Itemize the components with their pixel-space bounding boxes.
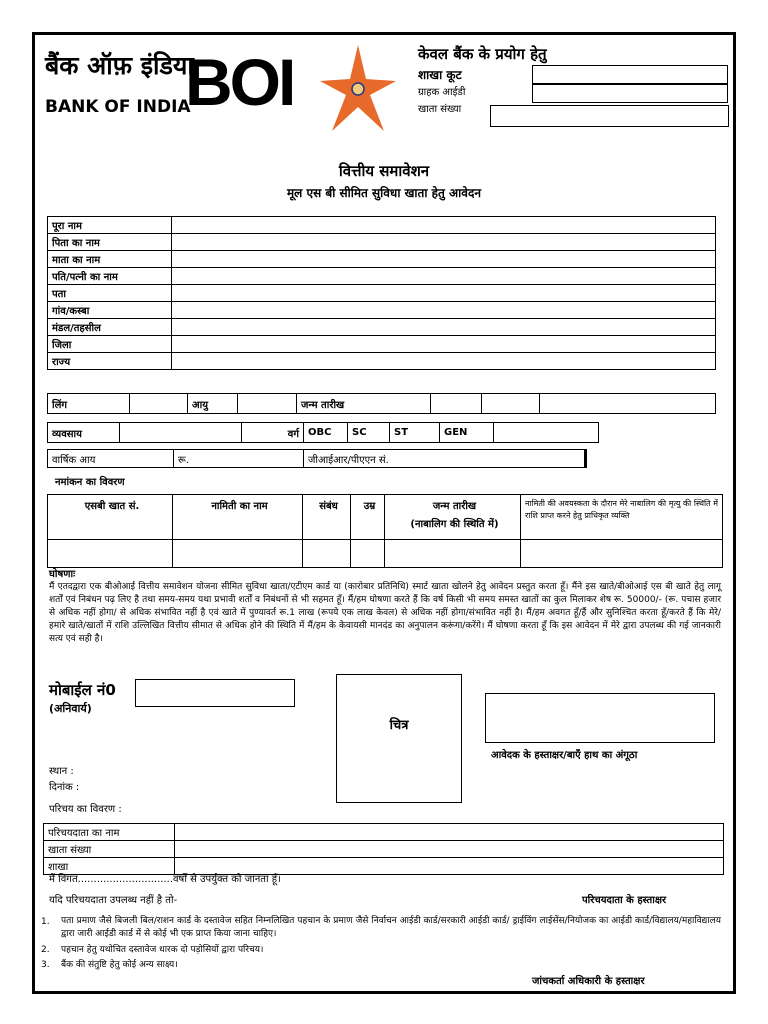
introducer-account-label: खाता संख्या xyxy=(44,841,175,858)
district-field[interactable] xyxy=(172,336,716,353)
application-form xyxy=(32,32,736,994)
mobile-field[interactable] xyxy=(135,679,295,707)
note-number: 1. xyxy=(41,917,50,927)
nominee-account-header: एसबी खात सं. xyxy=(48,495,173,540)
table-row xyxy=(48,336,716,353)
photo-box[interactable] xyxy=(336,674,462,803)
gender-label: लिंग xyxy=(48,394,130,414)
nominee-dob-header-line2: (नाबालिग की स्थिति में) xyxy=(410,519,499,530)
verifier-signature-label: जांचकर्ता अधिकारी के हस्ताक्षर xyxy=(532,976,645,987)
income-row xyxy=(47,449,587,468)
table-row xyxy=(48,319,716,336)
father-name-label: पिता का नाम xyxy=(48,234,172,251)
introducer-branch-field[interactable] xyxy=(175,858,724,875)
account-number-label: खाता संख्या xyxy=(418,104,462,115)
dob-field-2[interactable] xyxy=(482,394,540,414)
state-field[interactable] xyxy=(172,353,716,370)
mobile-mandatory-note: (अनिवार्य) xyxy=(49,702,92,715)
tehsil-label: मंडल/तहसील xyxy=(48,319,172,336)
introducer-unavailable-note: यदि परिचयदाता उपलब्ध नहीं है तो- xyxy=(49,895,178,906)
declaration-text: मैं एतदद्वारा एक बीओआई वित्तीय समावेशन योजना सीमित सुविधा खाता/एटीएम कार्ड या (कारोबार प्रतिनिधि) स्मार्ट खाता खोलने हेतु आवेदन प्रस्तुत करता हूँ। मैंने इस खाते/बीओआई एस बी खाते हेतु लागू शर्तों एवं निबंधन पढ़ लिए है तथा समय-समय यथा प्रभावी शर्तों व निबंधनों से भी सहमत हूँ। मैं/हम घोषणा करते हैं कि वर्ष किसी भी समय समस्त खातों का कुल मिलाकर शेष रू. 50000/- (रू. पचास हजार से अधिक नहीं होगा/ से अधिक संभावित नहीं है एवं खाते में पुण्यावर्त रू.1 लाख (रूपये एक लाख केवल) से अधिक नहीं होगा/संभावित नहीं है। मैं/हम अवगत हूँ/हैं और सुनिश्चित करता हूँ/करते हैं कि मेरे/ हमारे खाते/खातों में राशि उल्लिखित वित्तीय सीमात से अधिक होने की स्थिति में मैं/हम के केवायसी मानदंड का अनुपालन करूंगा/करेंगे। मैं घोषणा करता हूँ कि इस आवेदन में मेरे द्वारा उपलब्ध की गई जानकारी सत्य एवं सही है। xyxy=(49,582,721,644)
gender-field[interactable] xyxy=(130,394,188,414)
note-number: 2. xyxy=(41,945,50,955)
table-row xyxy=(44,858,724,875)
tehsil-field[interactable] xyxy=(172,319,716,336)
table-row xyxy=(48,285,716,302)
star-logo-icon xyxy=(318,43,398,133)
occupation-field[interactable] xyxy=(120,423,242,443)
table-row xyxy=(48,251,716,268)
photo-label: चित्र xyxy=(389,718,409,733)
address-label: पता xyxy=(48,285,172,302)
st-option[interactable]: ST xyxy=(390,423,440,443)
nominee-dob-header xyxy=(385,495,521,540)
applicant-signature-label: आवेदक के हस्ताक्षर/बाएँ हाथ का अंगूठा xyxy=(491,750,638,761)
introducer-signature-label: परिचयदाता के हस्ताक्षर xyxy=(582,895,667,906)
income-field[interactable]: रू. xyxy=(174,450,304,468)
form-title: वित्तीय समावेशन xyxy=(338,162,430,180)
table-row xyxy=(48,353,716,370)
dob-label: जन्म तारीख xyxy=(297,394,431,414)
note-number: 3. xyxy=(41,960,50,970)
dob-field-1[interactable] xyxy=(431,394,482,414)
table-row xyxy=(48,302,716,319)
signature-box[interactable] xyxy=(485,693,715,743)
nominee-relation-header: संबंध xyxy=(303,495,351,540)
state-label: राज्य xyxy=(48,353,172,370)
obc-option[interactable]: OBC xyxy=(304,423,348,443)
nominee-age-field[interactable] xyxy=(351,540,385,568)
category-label: वर्ग xyxy=(242,423,304,443)
gir-pan-field[interactable]: जीआईआर/पीएएन सं. xyxy=(304,450,586,468)
bank-name-english: BANK OF INDIA xyxy=(45,97,191,117)
table-row xyxy=(48,234,716,251)
spouse-name-field[interactable] xyxy=(172,268,716,285)
mother-name-field[interactable] xyxy=(172,251,716,268)
address-field[interactable] xyxy=(172,285,716,302)
introducer-account-field[interactable] xyxy=(175,841,724,858)
full-name-label: पूरा नाम xyxy=(48,217,172,234)
customer-id-label: ग्राहक आईडी xyxy=(418,87,466,98)
father-name-field[interactable] xyxy=(172,234,716,251)
date-label: दिनांक : xyxy=(49,782,80,793)
full-name-field[interactable] xyxy=(172,217,716,234)
branch-code-field[interactable] xyxy=(532,65,728,84)
introducer-name-label: परिचयदाता का नाम xyxy=(44,824,175,841)
nominee-dob-header-line1: जन्म तारीख xyxy=(432,501,477,512)
introducer-table xyxy=(43,823,724,875)
sc-option[interactable]: SC xyxy=(348,423,390,443)
logo-text: BOI xyxy=(185,45,294,119)
district-label: जिला xyxy=(48,336,172,353)
bank-name-hindi: बैंक ऑफ़ इंडिया xyxy=(45,51,194,80)
account-number-field[interactable] xyxy=(490,105,729,127)
occupation-label: व्यवसाय xyxy=(48,423,120,443)
customer-id-field[interactable] xyxy=(532,84,728,103)
nomination-table xyxy=(47,494,723,568)
guardian-header: नामिती की अवयस्कता के दौरान मेरे नाबालिग की मृत्यु की स्थिति में राशि प्राप्त करने हेतु प्राधिकृत व्यक्ति xyxy=(521,495,723,540)
declaration-heading: घोषणाः xyxy=(49,569,76,580)
mother-name-label: माता का नाम xyxy=(48,251,172,268)
table-row xyxy=(48,540,723,568)
table-row xyxy=(48,217,716,234)
branch-code-label: शाखा कूट xyxy=(418,68,462,82)
table-row xyxy=(44,824,724,841)
nominee-relation-field[interactable] xyxy=(303,540,351,568)
place-label: स्थान : xyxy=(49,766,74,777)
nominee-name-field[interactable] xyxy=(173,540,303,568)
category-extra-field[interactable] xyxy=(494,423,599,443)
note-3-text: बैंक की संतुष्टि हेतु कोई अन्य साक्ष्य। xyxy=(61,960,178,970)
gender-age-row xyxy=(47,393,716,414)
known-since-line: मैं विगत..............................वर्षों से उपर्युक्त को जानता हूँ। xyxy=(49,874,281,885)
nominee-dob-field[interactable] xyxy=(385,540,521,568)
guardian-field[interactable] xyxy=(521,540,723,568)
nominee-name-header: नामिती का नाम xyxy=(173,495,303,540)
age-label: आयु xyxy=(188,394,238,414)
introducer-heading: परिचय का विवरण : xyxy=(49,804,122,815)
income-label: वार्षिक आय xyxy=(48,450,174,468)
mobile-label: मोबाईल नं0 xyxy=(49,681,116,699)
spouse-name-label: पति/पत्नी का नाम xyxy=(48,268,172,285)
gen-option[interactable]: GEN xyxy=(440,423,494,443)
age-field[interactable] xyxy=(238,394,297,414)
table-row xyxy=(44,841,724,858)
village-field[interactable] xyxy=(172,302,716,319)
note-1-text: पता प्रमाण जैसे बिजली बिल/राशन कार्ड के दस्तावेज सहित निम्नलिखित पहचान के प्रमाण जैसे निर्वाचन आईडी कार्ड/सरकारी आईडी कार्ड/ ड्राईविंग लाईसेंस/नियोजक का आईडी कार्ड/विद्यालय/महाविद्यालय द्वारा जारी आईडी कार्ड में से कोई भी एक प्राप्त किया जाना चाहिए। xyxy=(61,916,721,939)
occupation-category-row xyxy=(47,422,599,443)
nominee-age-header: उम्र xyxy=(351,495,385,540)
village-label: गांव/कस्बा xyxy=(48,302,172,319)
nominee-account-field[interactable] xyxy=(48,540,173,568)
personal-details-table xyxy=(47,216,716,370)
note-2-text: पहचान हेतु यथोचित दस्तावेज धारक दो पड़ोसियों द्वारा परिचय। xyxy=(61,945,264,955)
table-row xyxy=(48,268,716,285)
introducer-name-field[interactable] xyxy=(175,824,724,841)
form-subtitle: मूल एस बी सीमित सुविधा खाता हेतु आवेदन xyxy=(286,186,482,200)
introducer-branch-label: शाखा xyxy=(44,858,175,875)
nomination-heading: नमांकन का विवरण xyxy=(55,477,125,488)
dob-field-3[interactable] xyxy=(540,394,716,414)
bank-use-heading: केवल बैंक के प्रयोग हेतु xyxy=(418,45,547,63)
